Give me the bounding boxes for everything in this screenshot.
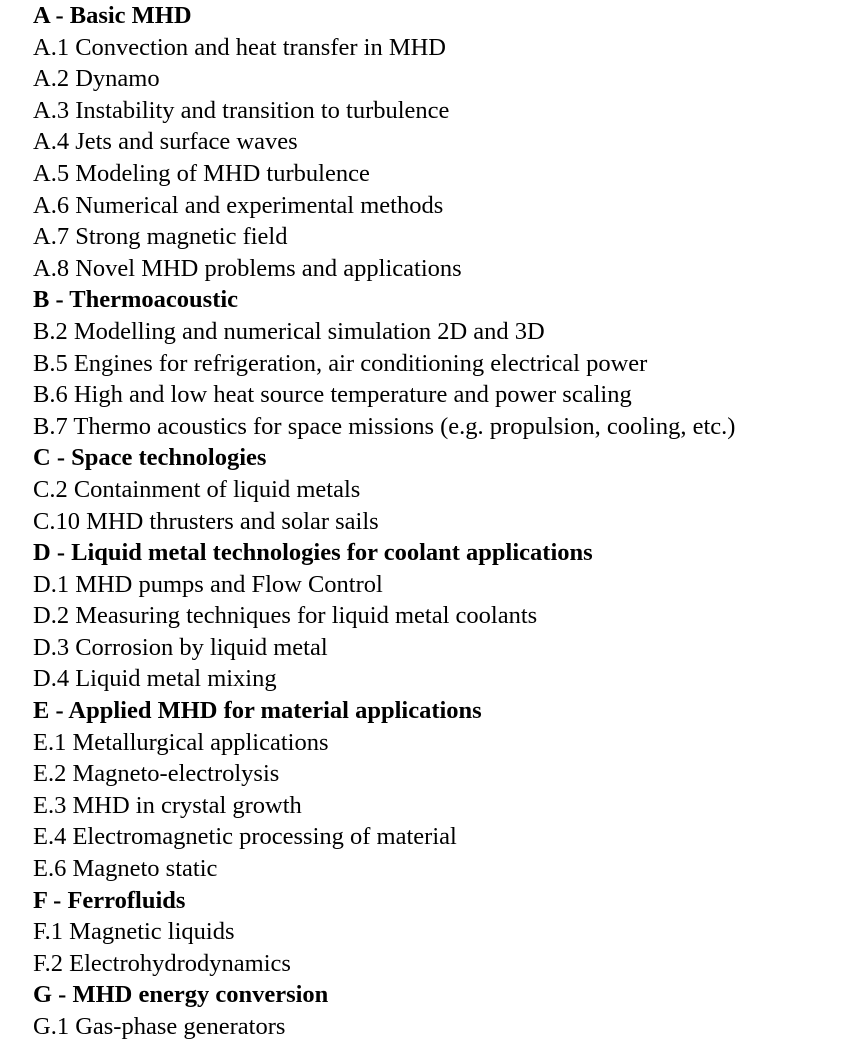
list-item: B.2 Modelling and numerical simulation 2D and 3D [33,317,545,345]
section-heading: C - Space technologies [33,444,267,472]
list-item: A.2 Dynamo [33,65,160,93]
list-item: E.3 MHD in crystal growth [33,791,302,819]
list-item: A.5 Modeling of MHD turbulence [33,159,370,187]
list-item: C.10 MHD thrusters and solar sails [33,507,379,535]
list-item: E.2 Magneto-electrolysis [33,760,280,788]
list-item: F.1 Magnetic liquids [33,918,235,946]
list-item: E.4 Electromagnetic processing of material [33,823,457,851]
section-heading: B - Thermoacoustic [33,286,239,314]
list-item: C.2 Containment of liquid metals [33,475,361,503]
list-item: B.7 Thermo acoustics for space missions (e.g. propulsion, cooling, etc.) [33,412,736,440]
section-heading: A - Basic MHD [33,2,192,29]
section-f [33,885,848,980]
list-item: A.4 Jets and surface waves [33,128,298,156]
section-a [33,0,848,284]
list-item: A.8 Novel MHD problems and applications [33,254,462,282]
section-b [33,284,848,442]
section-g [33,979,848,1042]
list-item: A.1 Convection and heat transfer in MHD [33,33,446,61]
list-item: A.6 Numerical and experimental methods [33,191,444,219]
section-heading: F - Ferrofluids [33,886,186,914]
list-item: A.3 Instability and transition to turbulence [33,96,450,124]
list-item: D.2 Measuring techniques for liquid metal coolants [33,602,538,630]
list-item: F.2 Electrohydrodynamics [33,949,291,977]
section-d [33,537,848,695]
section-e [33,695,848,885]
section-heading: E - Applied MHD for material applications [33,697,482,725]
list-item: B.5 Engines for refrigeration, air conditioning electrical power [33,349,648,377]
section-heading: G - MHD energy conversion [33,981,329,1009]
topic-list [33,0,848,1043]
list-item: A.7 Strong magnetic field [33,223,288,251]
list-item: G.1 Gas-phase generators [33,1013,286,1040]
list-item: D.3 Corrosion by liquid metal [33,633,328,661]
list-item: D.1 MHD pumps and Flow Control [33,570,383,598]
section-c [33,442,848,537]
list-item: E.1 Metallurgical applications [33,728,329,756]
list-item: D.4 Liquid metal mixing [33,665,277,693]
list-item: E.6 Magneto static [33,855,218,883]
section-heading: D - Liquid metal technologies for coolant applications [33,539,593,567]
list-item: B.6 High and low heat source temperature and power scaling [33,381,632,409]
